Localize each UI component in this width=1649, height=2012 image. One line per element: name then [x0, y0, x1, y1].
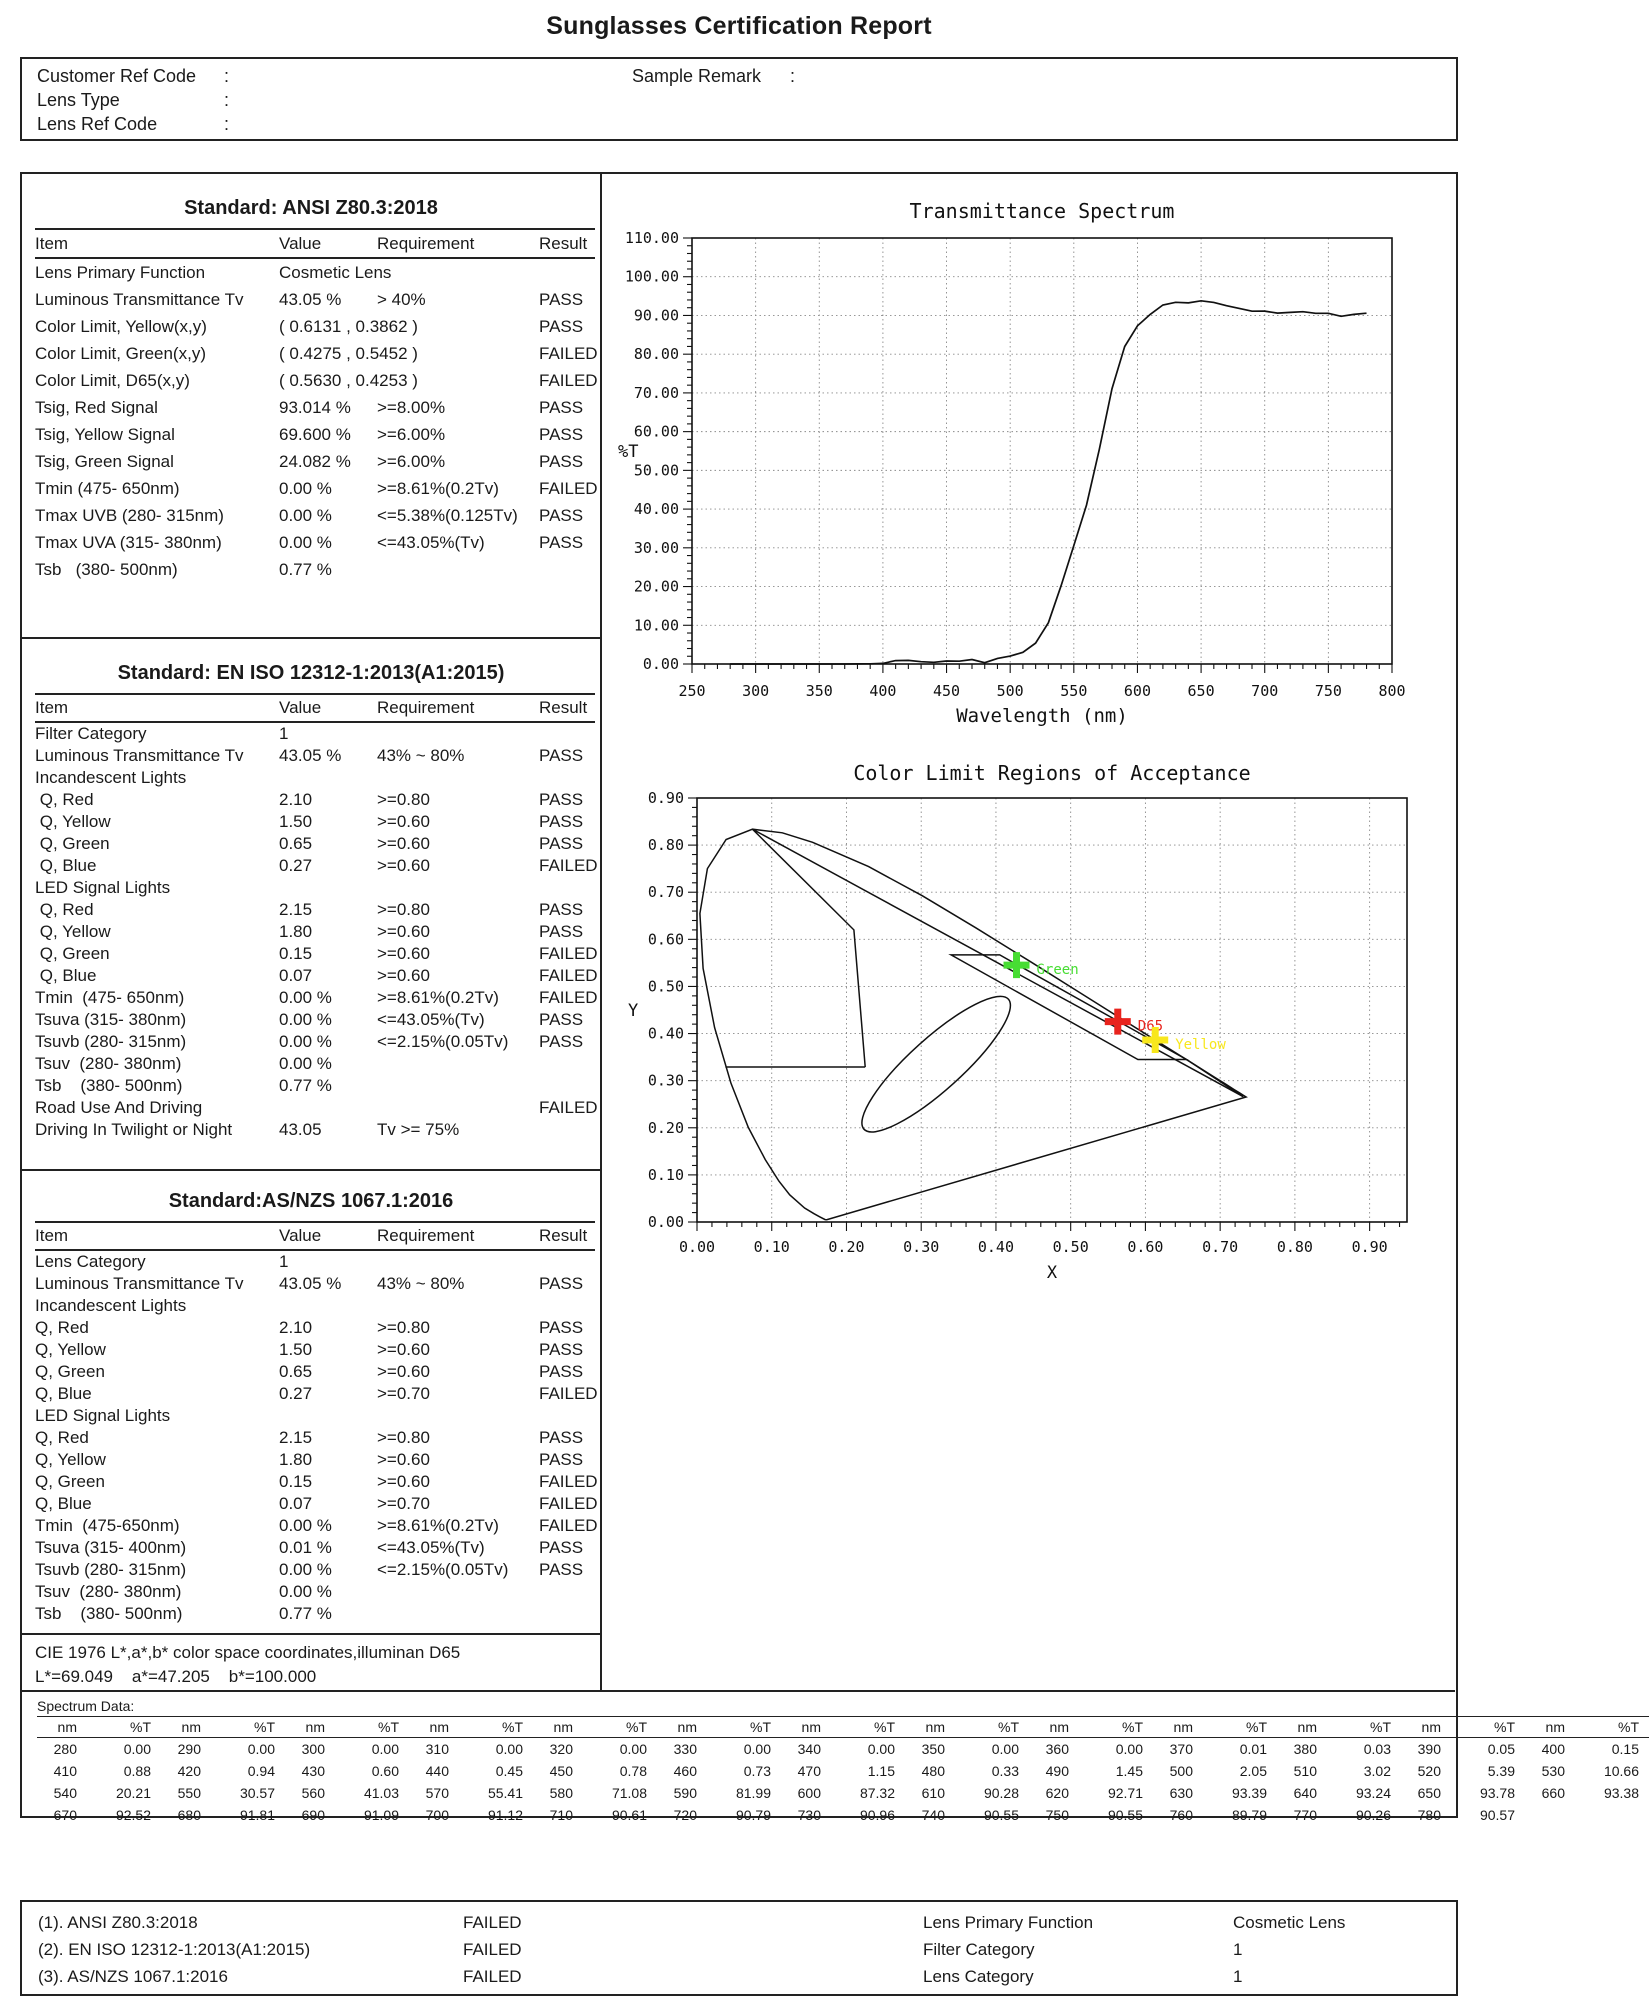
table-row: Color Limit, Yellow(x,y) ( 0.6131 , 0.3862 ) PASS: [35, 317, 584, 336]
marker-yellow: [1142, 1027, 1226, 1053]
table-row: Q, Blue 0.07 >=0.70 FAILED: [35, 1494, 598, 1513]
svg-text:Y: Y: [628, 1001, 639, 1021]
summary-box: [20, 1900, 1458, 1996]
svg-text:0.80: 0.80: [647, 836, 684, 855]
standard-title: Standard: EN ISO 12312-1:2013(A1:2015): [117, 662, 505, 684]
svg-text:400: 400: [869, 682, 897, 700]
svg-text:30.00: 30.00: [633, 538, 679, 557]
table-row: Color Limit, D65(x,y) ( 0.5630 , 0.4253 ) FAILED: [35, 371, 598, 390]
svg-text:0.00: 0.00: [642, 655, 679, 673]
svg-text:500: 500: [996, 682, 1024, 700]
svg-text:250: 250: [678, 682, 706, 700]
svg-text:0.90: 0.90: [647, 789, 684, 807]
table-row: Incandescent Lights: [35, 768, 187, 787]
table-row: Luminous Transmittance Tv 43.05 % 43% ~ 80% PASS: [35, 1274, 584, 1293]
sample-remark-row: [632, 66, 795, 87]
table-header-row: Item Value Requirement Result: [35, 694, 595, 722]
summary-row: (3). AS/NZS 1067.1:2016 FAILED Lens Category 1: [38, 1967, 1243, 1986]
svg-text:0.50: 0.50: [647, 977, 684, 996]
spectrum-data-label: Spectrum Data:: [37, 1698, 135, 1714]
svg-text:0.00: 0.00: [678, 1238, 716, 1256]
standard-section-eniso: [22, 659, 600, 1141]
svg-text:Color Limit Regions of Accepta: Color Limit Regions of Acceptance: [853, 761, 1251, 785]
table-row: Tmax UVB (280- 315nm) 0.00 % <=5.38%(0.125Tv) PASS: [35, 506, 584, 525]
table-row: Q, Blue 0.27 >=0.70 FAILED: [35, 1384, 598, 1403]
standard-table: [35, 1221, 598, 1625]
lens-ref-code-row: [37, 114, 229, 135]
customer-ref-code-label: Customer Ref Code: [37, 66, 197, 86]
table-row: Lens Category 1: [35, 1252, 289, 1271]
standard-title: Standard: ANSI Z80.3:2018: [184, 197, 438, 219]
svg-text:%T: %T: [618, 442, 639, 462]
svg-text:Green: Green: [1036, 962, 1079, 979]
svg-text:450: 450: [932, 682, 961, 700]
table-row: Q, Green 0.65 >=0.60 PASS: [35, 1362, 584, 1381]
svg-text:700: 700: [1251, 682, 1279, 700]
table-row: Tsig, Green Signal 24.082 % >=6.00% PASS: [35, 452, 584, 471]
svg-text:300: 300: [742, 682, 770, 700]
lens-type-label: Lens Type: [37, 90, 120, 110]
svg-text:90.00: 90.00: [633, 306, 679, 325]
marker-green: [1004, 952, 1079, 978]
summary-rows: [22, 1902, 1456, 1990]
table-row: Road Use And Driving FAILED: [35, 1098, 598, 1117]
section-divider: [22, 1633, 600, 1635]
table-row: Q, Blue 0.07 >=0.60 FAILED: [35, 966, 598, 985]
standard-section-asnzs: [22, 1187, 600, 1625]
table-row: Q, Green 0.65 >=0.60 PASS: [35, 834, 584, 853]
table-row: Q, Red 2.10 >=0.80 PASS: [35, 1318, 584, 1337]
standard-table: [35, 693, 598, 1141]
table-row: Luminous Transmittance Tv 43.05 % 43% ~ 80% PASS: [35, 746, 584, 765]
colon: :: [224, 66, 230, 86]
spectrum-row: 540 20.21 550 30.57 560 41.03 570 55.41 580 71.08 590 81.99 600 87.32 610 90.28 620 92.71 630 93.39 640 93.24 650 93.78 660 93.38: [53, 1785, 1639, 1801]
table-row: Tsig, Yellow Signal 69.600 % >=6.00% PASS: [35, 425, 584, 444]
table-row: LED Signal Lights: [35, 878, 171, 897]
section-divider: [22, 637, 600, 639]
table-row: Tsig, Red Signal 93.014 % >=8.00% PASS: [35, 398, 584, 417]
table-row: Q, Green 0.15 >=0.60 FAILED: [35, 944, 598, 963]
table-row: Q, Yellow 1.80 >=0.60 PASS: [35, 922, 584, 941]
table-row: Tsb (380- 500nm) 0.77 %: [35, 1076, 332, 1095]
svg-text:0.10: 0.10: [753, 1238, 790, 1256]
table-row: Driving In Twilight or Night 43.05 Tv >= 75%: [35, 1120, 460, 1139]
charts-panel: [602, 174, 1455, 1690]
table-row: Lens Primary Function Cosmetic Lens: [35, 263, 392, 282]
svg-text:350: 350: [805, 682, 833, 700]
svg-text:0.70: 0.70: [1202, 1238, 1239, 1256]
svg-text:70.00: 70.00: [633, 383, 679, 402]
svg-text:650: 650: [1187, 682, 1215, 700]
svg-text:D65: D65: [1137, 1018, 1164, 1035]
table-header-row: Item Value Requirement Result: [35, 1222, 595, 1250]
svg-text:50.00: 50.00: [633, 461, 679, 480]
cie-note-line1: CIE 1976 L*,a*,b* color space coordinates,illuminan D65: [35, 1643, 461, 1662]
table-row: Tsuv (280- 380nm) 0.00 %: [35, 1582, 332, 1601]
table-row: Q, Yellow 1.80 >=0.60 PASS: [35, 1450, 584, 1469]
table-row: Tsb (380- 500nm) 0.77 %: [35, 1604, 332, 1623]
svg-text:0.80: 0.80: [1276, 1238, 1313, 1256]
results-box: [20, 172, 1639, 1823]
table-row: Tmin (475- 650nm) 0.00 % >=8.61%(0.2Tv) FAILED: [35, 479, 598, 498]
table-row: Q, Red 2.15 >=0.80 PASS: [35, 1428, 584, 1447]
svg-text:0.70: 0.70: [647, 883, 684, 902]
svg-text:60.00: 60.00: [633, 422, 679, 441]
table-row: Tsuva (315- 400nm) 0.01 % <=43.05%(Tv) PASS: [35, 1538, 584, 1557]
svg-text:0.50: 0.50: [1052, 1238, 1089, 1256]
svg-text:110.00: 110.00: [624, 229, 679, 247]
table-row: Q, Red 2.10 >=0.80 PASS: [35, 790, 584, 809]
standard-table: [35, 228, 598, 583]
svg-text:800: 800: [1378, 682, 1406, 700]
section-divider: [22, 1169, 600, 1171]
table-row: Q, Yellow 1.50 >=0.60 PASS: [35, 812, 584, 831]
table-row: Q, Red 2.15 >=0.80 PASS: [35, 900, 584, 919]
spectrum-row: 670 92.52 680 91.81 690 91.09 700 91.12 710 90.61 720 90.79 730 90.96 740 90.55 750 90.55 760 89.79 770 90.26 780 90.57: [53, 1807, 1515, 1823]
colon: :: [790, 66, 796, 86]
svg-text:0.90: 0.90: [1351, 1238, 1388, 1256]
table-row: Color Limit, Green(x,y) ( 0.4275 , 0.5452 ) FAILED: [35, 344, 598, 363]
colon: :: [224, 90, 230, 110]
table-row: Luminous Transmittance Tv 43.05 % > 40% PASS: [35, 290, 584, 309]
table-row: Tmin (475- 650nm) 0.00 % >=8.61%(0.2Tv) FAILED: [35, 988, 598, 1007]
svg-text:600: 600: [1123, 682, 1152, 700]
svg-text:100.00: 100.00: [624, 267, 679, 286]
table-row: Q, Blue 0.27 >=0.60 FAILED: [35, 856, 598, 875]
svg-text:Yellow: Yellow: [1175, 1037, 1226, 1054]
svg-text:0.30: 0.30: [903, 1238, 940, 1256]
table-row: Filter Category 1: [35, 724, 289, 743]
table-row: Tsb (380- 500nm) 0.77 %: [35, 560, 332, 579]
sample-remark-label: Sample Remark: [632, 66, 762, 86]
svg-text:0.20: 0.20: [828, 1238, 865, 1256]
svg-text:0.60: 0.60: [647, 930, 684, 949]
customer-ref-code-row: [37, 66, 229, 87]
svg-text:0.00: 0.00: [647, 1213, 684, 1231]
spectrum-header-row: nm %T nm %T nm %T nm %T nm %T nm %T nm %T nm %T nm %T nm %T nm %T nm %T nm %T: [37, 1717, 1649, 1738]
svg-text:Transmittance Spectrum: Transmittance Spectrum: [909, 199, 1175, 223]
table-row: Tsuvb (280- 315nm) 0.00 % <=2.15%(0.05Tv) PASS: [35, 1032, 584, 1051]
svg-text:750: 750: [1314, 682, 1342, 700]
svg-text:0.60: 0.60: [1127, 1238, 1164, 1256]
svg-text:0.20: 0.20: [647, 1118, 684, 1137]
lens-ref-code-label: Lens Ref Code: [37, 114, 158, 134]
spectrum-row: 280 0.00 290 0.00 300 0.00 310 0.00 320 0.00 330 0.00 340 0.00 350 0.00 360 0.00 370 0.01 380 0.03 390 0.05 400 0.15: [53, 1741, 1639, 1757]
svg-text:0.30: 0.30: [647, 1071, 684, 1090]
standards-panel: [22, 174, 602, 1690]
table-header-row: Item Value Requirement Result: [35, 229, 595, 258]
summary-row: (1). ANSI Z80.3:2018 FAILED Lens Primary Function Cosmetic Lens: [38, 1913, 1346, 1932]
svg-text:10.00: 10.00: [633, 616, 679, 635]
table-row: Tsuva (315- 380nm) 0.00 % <=43.05%(Tv) PASS: [35, 1010, 584, 1029]
svg-text:0.10: 0.10: [647, 1165, 684, 1184]
table-row: Tmin (475-650nm) 0.00 % >=8.61%(0.2Tv) FAILED: [35, 1516, 598, 1535]
table-row: Q, Green 0.15 >=0.60 FAILED: [35, 1472, 598, 1491]
svg-text:550: 550: [1060, 682, 1088, 700]
table-row: Tmax UVA (315- 380nm) 0.00 % <=43.05%(Tv) PASS: [35, 533, 584, 552]
spectrum-row: 410 0.88 420 0.94 430 0.60 440 0.45 450 0.78 460 0.73 470 1.15 480 0.33 490 1.45 500 2.05 510 3.02 520 5.39 530 10.66: [53, 1763, 1639, 1779]
page-title: Sunglasses Certification Report: [546, 12, 932, 40]
spectrum-data-block: [22, 1690, 1639, 1823]
chromaticity-chart: [602, 754, 1455, 1294]
table-row: Q, Yellow 1.50 >=0.60 PASS: [35, 1340, 584, 1359]
table-row: Tsuvb (280- 315nm) 0.00 % <=2.15%(0.05Tv) PASS: [35, 1560, 584, 1579]
table-row: LED Signal Lights: [35, 1406, 171, 1425]
transmittance-chart: [602, 174, 1455, 744]
svg-text:Wavelength (nm): Wavelength (nm): [956, 705, 1128, 727]
header-box: [20, 57, 1458, 141]
table-row: Tsuv (280- 380nm) 0.00 %: [35, 1054, 332, 1073]
svg-text:20.00: 20.00: [633, 577, 679, 596]
svg-text:40.00: 40.00: [633, 500, 679, 519]
table-row: Incandescent Lights: [35, 1296, 187, 1315]
colon: :: [224, 114, 230, 134]
cie-note-line2: L*=69.049 a*=47.205 b*=100.000: [35, 1667, 317, 1686]
summary-row: (2). EN ISO 12312-1:2013(A1:2015) FAILED Filter Category 1: [38, 1940, 1243, 1959]
spectrum-table: [37, 1716, 1649, 1826]
svg-text:0.40: 0.40: [977, 1238, 1015, 1256]
svg-text:0.40: 0.40: [647, 1024, 684, 1043]
standard-title: Standard:AS/NZS 1067.1:2016: [168, 1190, 454, 1212]
standard-section-ansi: [22, 194, 600, 583]
svg-text:X: X: [1046, 1263, 1058, 1283]
lens-type-row: [37, 90, 229, 111]
svg-text:80.00: 80.00: [633, 345, 679, 364]
